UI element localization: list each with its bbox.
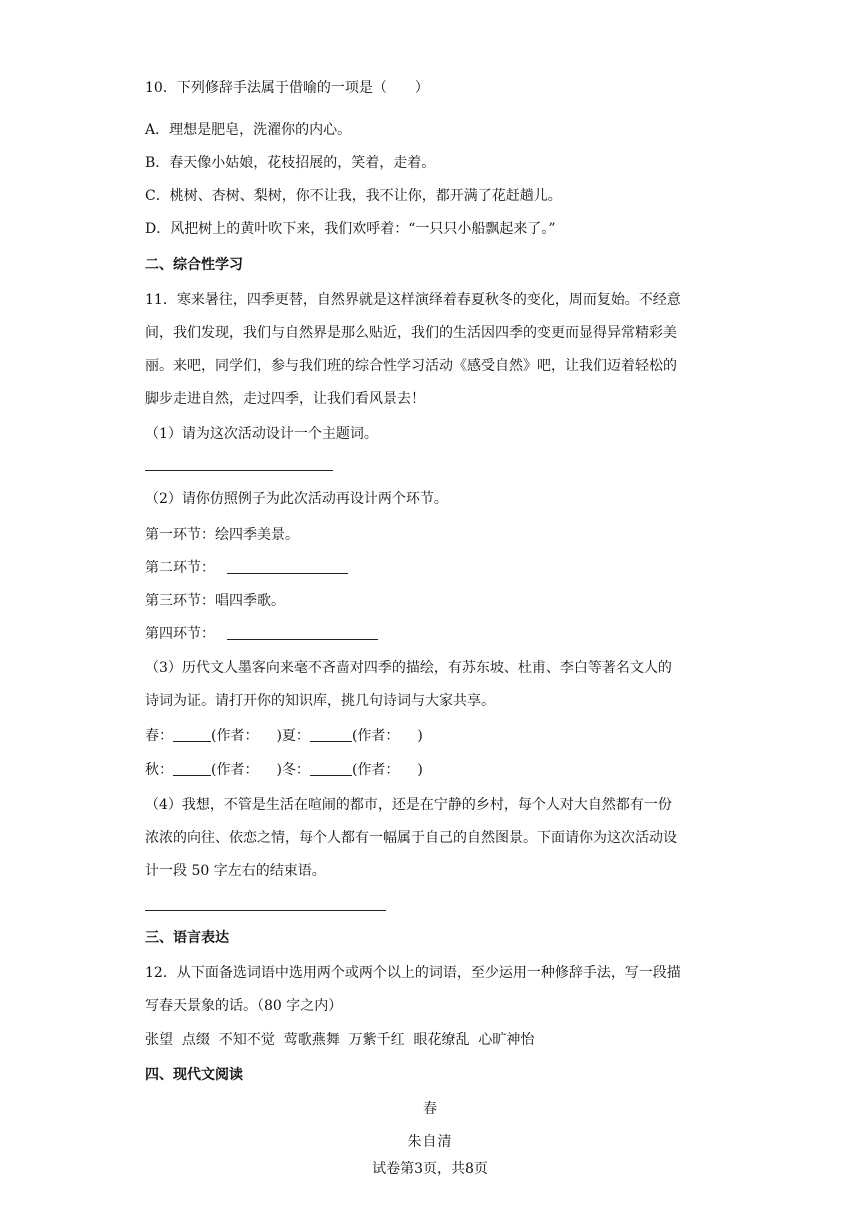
reading-title: 春 — [423, 1101, 437, 1117]
reading-author: 朱自清 — [407, 1134, 453, 1150]
q10-stem: 10．下列修辞手法属于借喻的一项是（ ） — [145, 80, 429, 96]
q11-poem-row-autumn-winter: 秋： (作者： )冬： (作者： ) — [145, 762, 423, 778]
author-label: (作者： — [211, 762, 259, 778]
q11-part4-prompt: 计一段 50 字左右的结束语。 — [145, 863, 326, 879]
q11-intro-line: 11．寒来暑往，四季更替，自然界就是这样演绎着春夏秋冬的变化，周而复始。不经意 — [145, 292, 681, 308]
q11-step4-label: 第四环节： — [145, 626, 215, 642]
page-footer: 试卷第3页，共8页 — [372, 1161, 488, 1177]
q11-step2 — [145, 559, 348, 577]
q11-intro-line: 间，我们发现，我们与自然界是那么贴近，我们的生活因四季的变更而显得异常精彩美 — [145, 325, 677, 341]
section-heading-3: 三、语言表达 — [145, 930, 229, 946]
q11-part1-answer-line[interactable] — [145, 470, 333, 471]
author-label: (作者： — [351, 728, 400, 744]
q11-intro-line: 脚步走进自然，走过四季，让我们看风景去！ — [145, 391, 425, 407]
spring-poem-blank[interactable] — [173, 727, 211, 742]
q11-step2-label: 第二环节： — [145, 560, 215, 576]
q11-step2-blank[interactable] — [227, 559, 348, 574]
q11-part3-prompt: （3）历代文人墨客向来毫不吝啬对四季的描绘，有苏东坡、杜甫、李白等著名文人的 — [145, 660, 672, 676]
author-label: (作者： — [351, 762, 400, 778]
q11-part1-prompt: （1）请为这次活动设计一个主题词。 — [145, 426, 378, 442]
summer-poem-blank[interactable] — [310, 727, 352, 742]
season-summer-label: 夏： — [281, 728, 310, 744]
winter-poem-blank[interactable] — [310, 761, 352, 776]
q11-part3-prompt: 诗词为证。请打开你的知识库，挑几句诗词与大家共享。 — [145, 693, 495, 709]
q11-part4-prompt: （4）我想，不管是生活在喧闹的都市，还是在宁静的乡村，每个人对大自然都有一份 — [145, 797, 672, 813]
q11-part4-answer-line[interactable] — [145, 910, 386, 911]
q11-step4 — [145, 625, 378, 643]
q11-intro-line: 丽。来吧，同学们，参与我们班的综合性学习活动《感受自然》吧，让我们迈着轻松的 — [145, 358, 677, 374]
season-winter-label: 冬： — [281, 762, 310, 778]
q11-step4-blank[interactable] — [227, 625, 378, 640]
section-heading-2: 二、综合性学习 — [145, 257, 243, 273]
q11-part2-prompt: （2）请你仿照例子为此次活动再设计两个环节。 — [145, 491, 448, 507]
section-heading-4: 四、现代文阅读 — [145, 1067, 243, 1083]
autumn-poem-blank[interactable] — [173, 761, 211, 776]
q12-word-list: 张望 点缀 不知不觉 莺歌燕舞 万紫千红 眼花缭乱 心旷神怡 — [145, 1032, 535, 1048]
season-spring-label: 春： — [145, 728, 173, 744]
season-autumn-label: 秋： — [145, 762, 173, 778]
q11-step1: 第一环节：绘四季美景。 — [145, 527, 299, 543]
q10-option-c: C．桃树、杏树、梨树，你不让我，我不让你，都开满了花赶趟儿。 — [145, 188, 562, 204]
q11-step3: 第三环节：唱四季歌。 — [145, 593, 285, 609]
q10-option-b: B．春天像小姑娘，花枝招展的，笑着，走着。 — [145, 155, 436, 171]
q10-option-d: D．风把树上的黄叶吹下来，我们欢呼着：“一只只小船飘起来了。” — [145, 221, 556, 237]
q11-part4-prompt: 浓浓的向往、依恋之情，每个人都有一幅属于自己的自然图景。下面请你为这次活动设 — [145, 830, 677, 846]
q12-stem: 写春天景象的话。（80 字之内） — [145, 998, 343, 1014]
q11-poem-row-spring-summer: 春： (作者： )夏： (作者： ) — [145, 728, 423, 744]
author-label: (作者： — [211, 728, 259, 744]
q12-stem: 12．从下面备选词语中选用两个或两个以上的词语，至少运用一种修辞手法，写一段描 — [145, 965, 681, 981]
q10-option-a: A．理想是肥皂，洗濯你的内心。 — [145, 122, 352, 138]
